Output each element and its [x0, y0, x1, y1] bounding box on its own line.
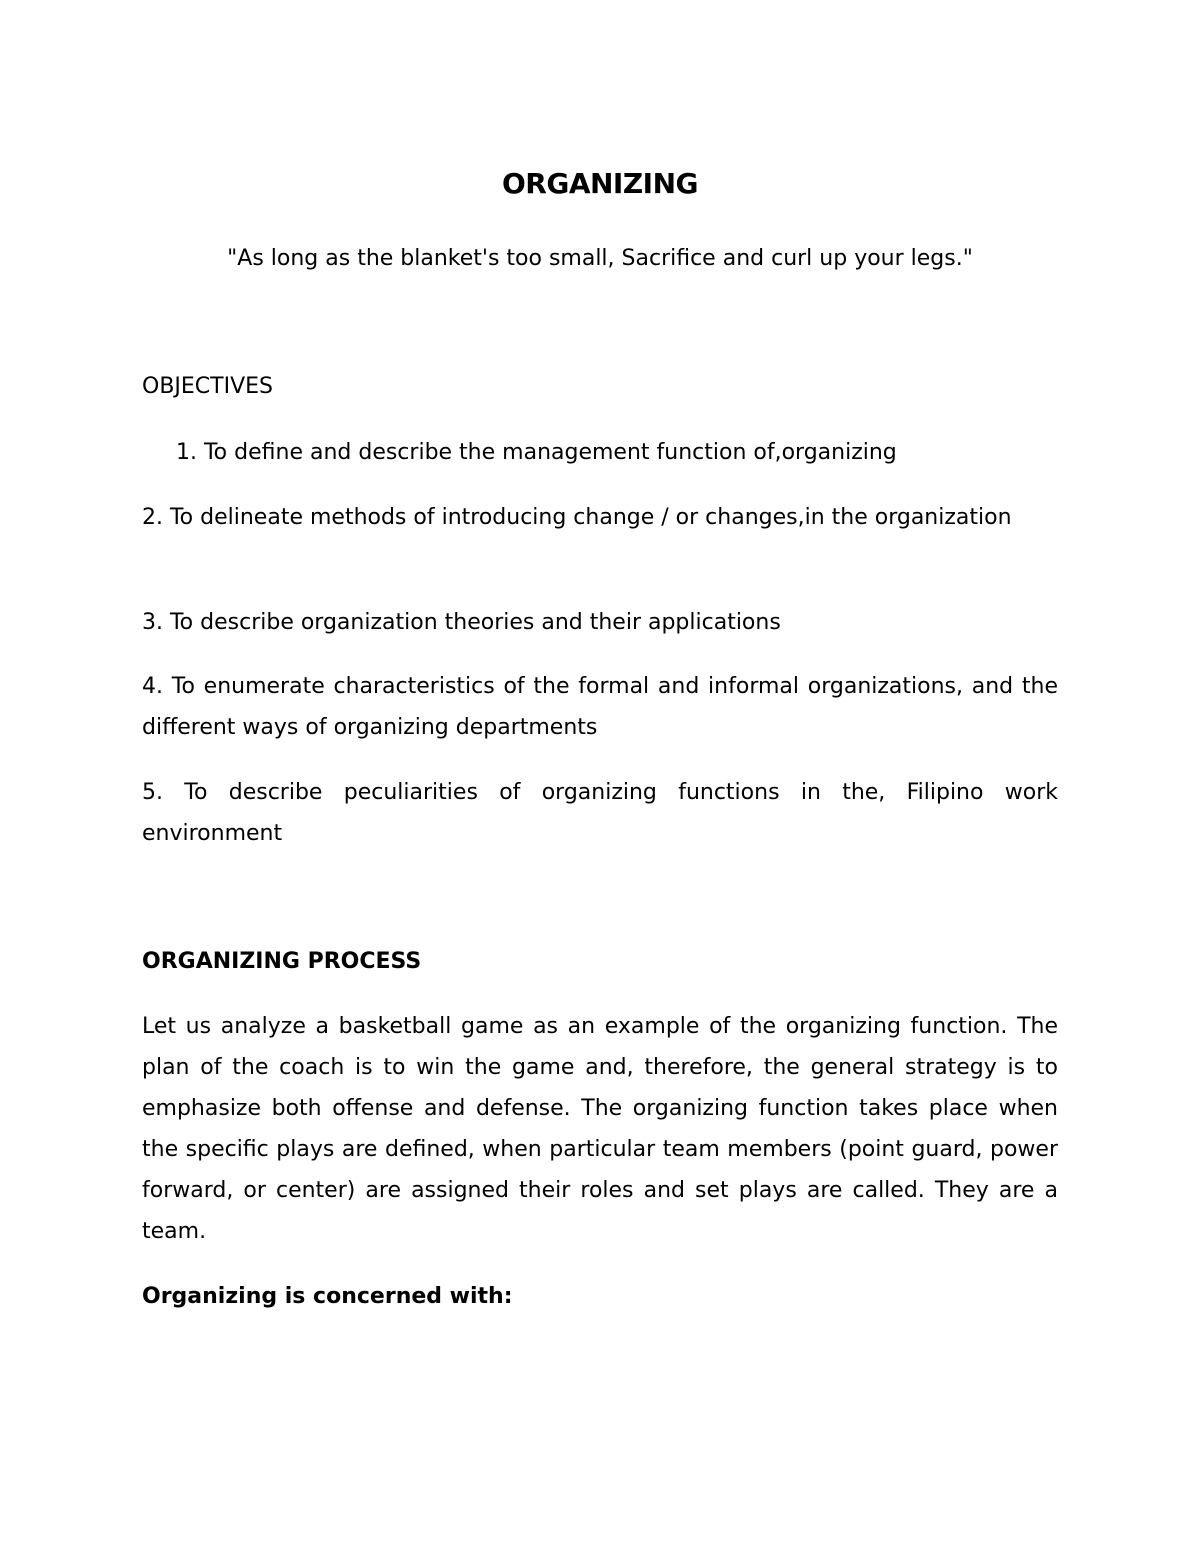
section-heading-organizing-process: ORGANIZING PROCESS — [142, 949, 422, 974]
objective-item-4: 4. To enumerate characteristics of the formal and informal organizations, and the different ways of organizing departments — [142, 674, 1058, 740]
page-title: ORGANIZING — [501, 167, 698, 200]
objective-item-3: 3. To describe organization theories and their applications — [142, 610, 781, 635]
concerned-with-heading: Organizing is concerned with: — [142, 1284, 513, 1309]
objectives-heading: OBJECTIVES — [142, 374, 274, 399]
quote: "As long as the blanket's too small, Sacrifice and curl up your legs." — [227, 246, 973, 271]
process-paragraph: Let us analyze a basketball game as an example of the organizing function. The plan of the coach is to win the game and, therefore, the general strategy is to emphasize both offense and defense. The organizing function takes place when the specific plays are defined, when particular team members (point guard, power forward, or center) are assigned their roles and set plays are called. They are a team. — [142, 1014, 1058, 1244]
objective-item-2: 2. To delineate methods of introducing change / or changes,in the organization — [142, 505, 1012, 530]
objective-item-1: 1. To define and describe the management function of,organizing — [176, 440, 897, 465]
objective-item-5: 5. To describe peculiarities of organizing functions in the, Filipino work environment — [142, 780, 1058, 846]
